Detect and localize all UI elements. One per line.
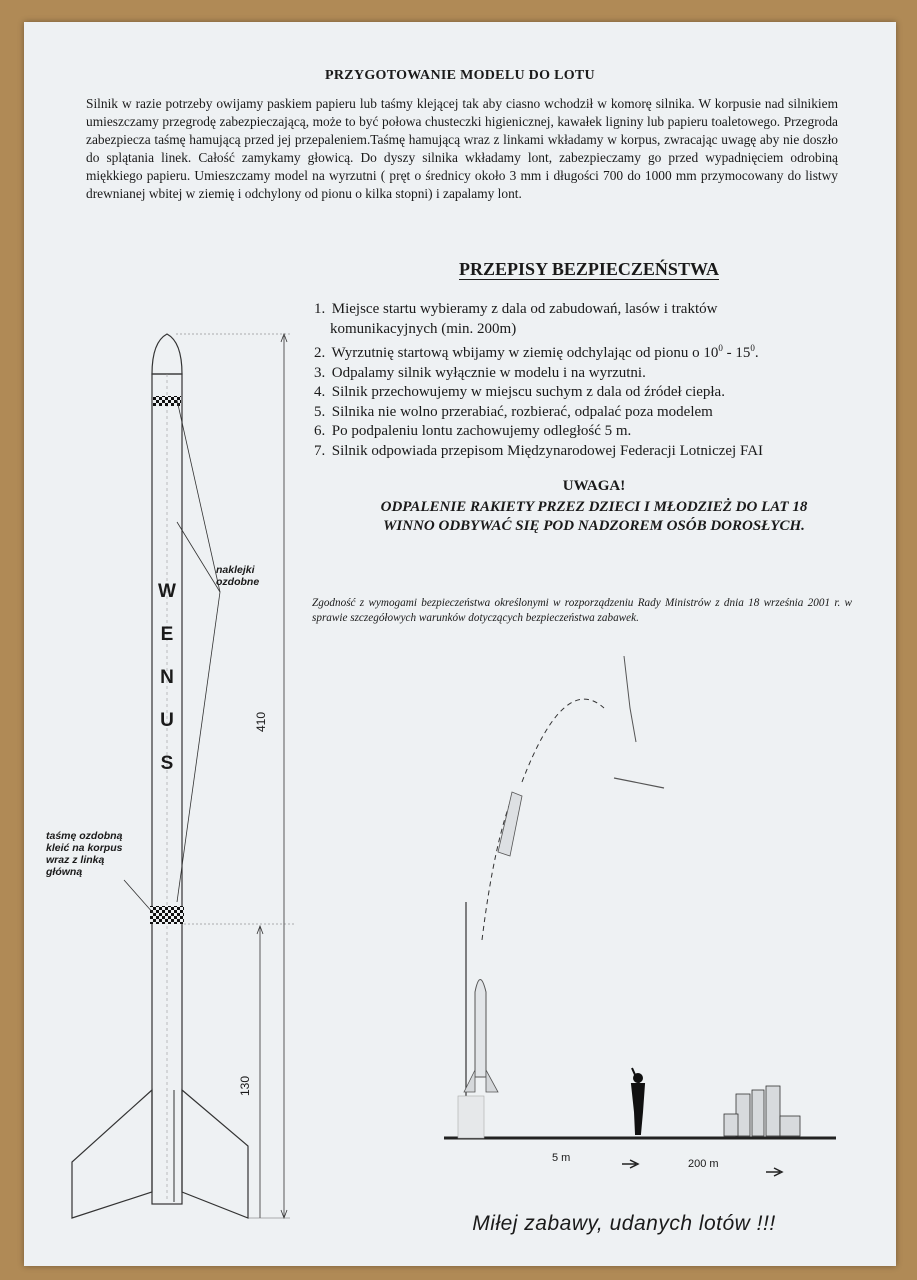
rule-number: 3.: [314, 364, 326, 381]
rule-number: 4.: [314, 384, 326, 400]
rocket-letter: E: [160, 624, 174, 645]
rule-text-end: .: [754, 345, 759, 361]
compliance-note: Zgodność z wymogami bezpieczeństwa określonymi w rozporządzeniu Rady Ministrów z dnia 18 września 2001 r. w sprawie szczegółowych warunków dotyczących bezpieczeństwa zabawek.: [312, 597, 852, 624]
rocket-letter: U: [160, 710, 174, 731]
dimension-total: 410: [254, 711, 268, 732]
tape-label-line: kleić na korpus: [46, 842, 123, 854]
arrow-right-icon: [766, 1168, 782, 1176]
checker-band-top: [153, 396, 181, 406]
rocket-letter: S: [160, 753, 174, 774]
rocket-descending: [614, 778, 664, 788]
tape-label-line: wraz z linką: [46, 854, 105, 866]
rule-text: Silnik przechowujemy w miejscu suchym z dala od źródeł ciepła.: [331, 384, 725, 400]
rule-number: 7.: [314, 442, 326, 459]
dimension-lower: 130: [238, 1075, 252, 1096]
rule-text: Wyrzutnię startową wbijamy w ziemię odchylając od pionu o 10: [331, 345, 719, 361]
arrow-right-icon: [622, 1160, 638, 1168]
degree-sup: 0: [750, 343, 755, 353]
rocket-letter: W: [158, 581, 176, 602]
safety-heading-text: PRZEPISY BEZPIECZEŃSTWA: [459, 259, 719, 279]
rule-text: Miejsce startu wybieramy z dala od zabudowań, lasów i traktów: [331, 301, 718, 317]
tape-label: [46, 830, 122, 878]
decals-label: [216, 564, 259, 588]
rule-text: Odpalamy silnik wyłącznie w modelu i na wyrzutni.: [331, 364, 646, 381]
rule-number: 2.: [314, 345, 326, 361]
nose-cone: [152, 334, 182, 374]
warning-line-1: ODPALENIE RAKIETY PRZEZ DZIECI I MŁODZIEŻ DO LAT 18: [380, 499, 808, 515]
decals-label-line: ozdobne: [216, 576, 260, 588]
rocket-letter: N: [160, 667, 174, 688]
distance-far: 200 m: [688, 1158, 719, 1170]
rule-text: Silnik odpowiada przepisom Międzynarodowej Federacji Lotniczej FAI: [331, 442, 764, 459]
decals-label-line: naklejki: [216, 564, 255, 576]
degree-sup: 0: [718, 343, 723, 353]
footer-message: Miłej zabawy, udanych lotów !!!: [472, 1212, 776, 1235]
rule-text: Po podpaleniu lontu zachowujemy odległość 5 m.: [331, 423, 632, 439]
rule-text-mid: - 15: [722, 345, 751, 361]
document-title: PRZYGOTOWANIE MODELU DO LOTU: [325, 68, 595, 83]
rule-text: komunikacyjnych (min. 200m): [330, 320, 517, 337]
rule-number: 6.: [314, 423, 326, 439]
buildings-icon: [724, 1086, 800, 1136]
rocket-on-pad: [475, 980, 486, 1078]
fin-right: [182, 1090, 248, 1218]
checker-band-bottom: [150, 906, 184, 924]
rule-number: 5.: [314, 403, 326, 420]
parachute: [624, 656, 636, 742]
document-sheet: [24, 22, 896, 1266]
rule-text: Silnika nie wolno przerabiać, rozbierać, odpalać poza modelem: [331, 403, 713, 420]
warning-line-2: WINNO ODBYWAĆ SIĘ POD NADZOREM OSÓB DOROSŁYCH.: [383, 518, 805, 534]
intro-paragraph: Silnik w razie potrzeby owijamy paskiem papieru lub taśmy klejącej tak aby ciasno wchodził w komorę silnika. W korpusie nad silnikiem umieszczamy przegrodę zabezpieczającą, może to być połowa chusteczki higienicznej, kawałek ligniny lub papieru toaletowego. Przegroda zabezpiecza taśmę hamującą przed jej przepaleniem.Taśmę hamującą wraz z linkami wkładamy w korpus, zwracając uwagę aby nie doszło do splątania linek. Całość zamykamy głowicą. Do dyszy silnika wkładamy lont, zabezpieczamy go przed wypadnięciem odrobiną miękkiego papieru. Umieszczamy model na wyrzutni ( pręt o średnicy około 3 mm i długości 700 do 1000 mm przymocowany do listwy drewnianej wbitej w ziemię i odchylony od pionu o kilka stopni) i zapalamy lont.: [86, 96, 838, 201]
tape-label-line: główną: [46, 866, 83, 878]
distance-near: 5 m: [552, 1152, 571, 1164]
fin-left: [72, 1090, 152, 1218]
rocket-ascending: [498, 792, 522, 856]
tape-label-line: taśmę ozdobną: [46, 830, 123, 842]
warning-title: UWAGA!: [562, 478, 626, 494]
rocket-name-letters: [154, 570, 180, 785]
rule-number: 1.: [314, 301, 326, 317]
